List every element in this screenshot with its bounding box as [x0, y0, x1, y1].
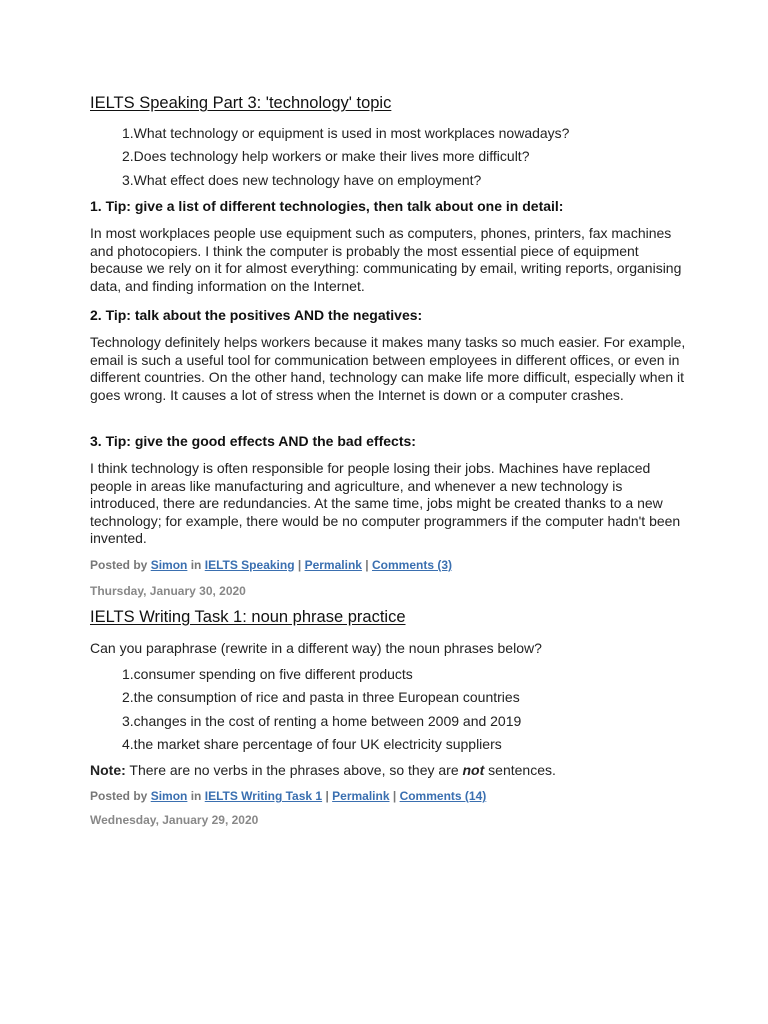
answer-paragraph-wrap [90, 225, 690, 295]
note-text-b: sentences. [484, 762, 556, 778]
separator: | [392, 789, 397, 803]
author-link[interactable]: Simon [150, 789, 188, 803]
separator: | [365, 558, 369, 572]
note-text-a: There are no verbs in the phrases above, so they are [125, 762, 463, 778]
note-paragraph [90, 762, 690, 780]
separator: | [325, 789, 329, 803]
post-title-wrap [90, 608, 690, 627]
list-item: 1.consumer spending on five different products [122, 666, 413, 682]
post-intro-wrap [90, 640, 690, 658]
post-title-wrap [90, 94, 690, 113]
answer-paragraph: Technology definitely helps workers because it makes many tasks so much easier. For example, email is such a useful tool for communication between employees in different offices, or even in different countries. On the other hand, technology can make life more difficult, especially when it goes wrong. It causes a lot of stress when the Internet is down or a computer crashes. [90, 334, 686, 403]
tip-heading-wrap [90, 198, 690, 214]
note-label: Note: [90, 762, 126, 778]
tip-heading: 1. Tip: give a list of different technologies, then talk about one in detail: [90, 198, 564, 214]
separator: | [297, 558, 302, 572]
tip-heading-wrap [90, 433, 690, 449]
comments-link[interactable]: Comments (3) [372, 558, 453, 572]
comments-link[interactable]: Comments (14) [399, 789, 487, 803]
category-link[interactable]: IELTS Writing Task 1 [204, 789, 323, 803]
post-meta [90, 558, 690, 572]
list-item: 3.What effect does new technology have on employment? [122, 171, 482, 188]
list-item: 1.What technology or equipment is used in most workplaces nowadays? [122, 125, 570, 141]
posted-by-label: Posted by [90, 558, 148, 572]
category-link[interactable]: IELTS Speaking [204, 558, 295, 572]
permalink-link[interactable]: Permalink [304, 558, 362, 572]
post-intro: Can you paraphrase (rewrite in a different way) the noun phrases below? [90, 640, 542, 656]
phrase-list [90, 663, 690, 756]
tip-heading: 2. Tip: talk about the positives AND the negatives: [90, 307, 423, 323]
author-link[interactable]: Simon [150, 558, 188, 572]
post-title[interactable]: IELTS Writing Task 1: noun phrase practice [90, 608, 406, 626]
in-label: in [190, 558, 202, 572]
note-text [90, 762, 690, 780]
tip-heading: 3. Tip: give the good effects AND the bad effects: [90, 433, 416, 449]
list-item: 2.Does technology help workers or make their lives more difficult? [122, 148, 530, 165]
list-item: 2.the consumption of rice and pasta in three European countries [122, 689, 520, 706]
permalink-link[interactable]: Permalink [332, 789, 390, 803]
phrase-list-wrap [90, 663, 690, 756]
posted-by-label: Posted by [90, 789, 148, 803]
answer-paragraph: I think technology is often responsible for people losing their jobs. Machines have replaced people in areas like manufacturing and agriculture, and whenever a new technology is introduced, there are redundancies. At the same time, jobs might be created thanks to a new technology; for example, there would be no computer programmers if the computer hadn't been invented. [90, 460, 681, 546]
post-date: Wednesday, January 29, 2020 [90, 813, 259, 827]
list-item: 3.changes in the cost of renting a home between 2009 and 2019 [122, 712, 522, 729]
post-date: Thursday, January 30, 2020 [90, 584, 246, 598]
note-emphasis: not [462, 762, 485, 778]
question-list-wrap [90, 122, 690, 192]
answer-paragraph: In most workplaces people use equipment such as computers, phones, printers, fax machines and photocopiers. I think the computer is probably the most essential piece of equipment because we rely on it for almost everything: communicating by email, writing reports, organising data, and finding information on the Internet. [90, 225, 682, 294]
list-item: 4.the market share percentage of four UK electricity suppliers [122, 735, 502, 752]
in-label: in [190, 789, 202, 803]
answer-paragraph-wrap [90, 460, 690, 548]
question-list [90, 122, 690, 192]
post-meta [90, 789, 690, 803]
tip-heading-wrap [90, 307, 690, 323]
post-title[interactable]: IELTS Speaking Part 3: 'technology' topic [90, 94, 392, 112]
answer-paragraph-wrap [90, 334, 690, 404]
